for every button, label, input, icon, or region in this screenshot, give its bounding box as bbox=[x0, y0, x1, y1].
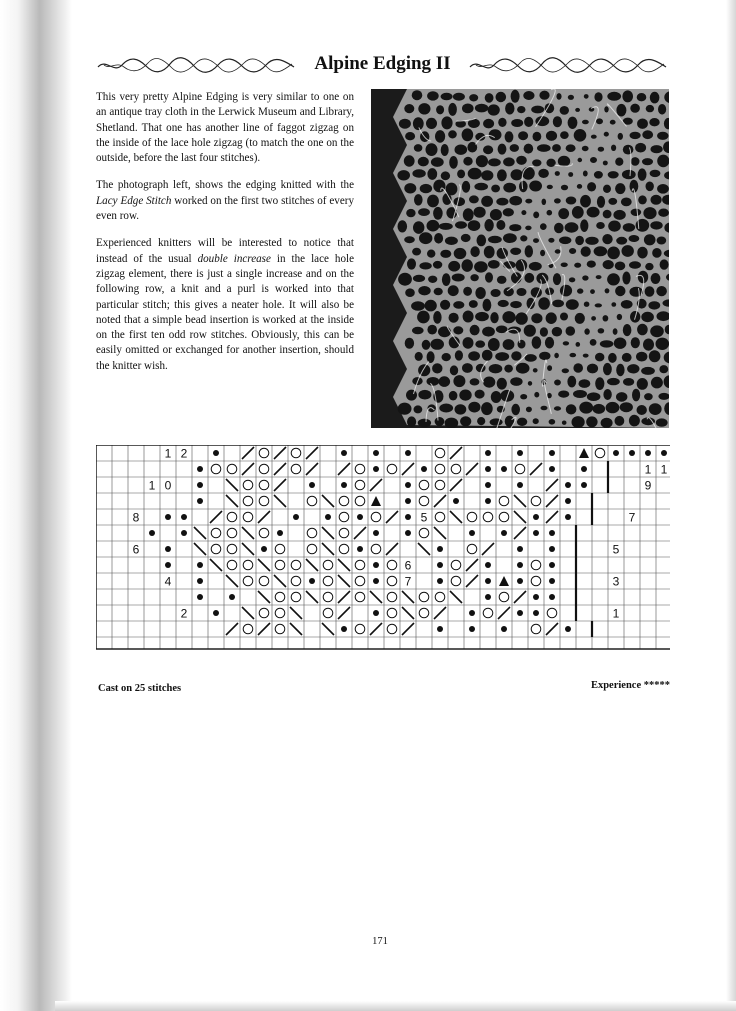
page-bottom-shadow bbox=[55, 1001, 736, 1011]
purl-dot bbox=[517, 562, 523, 568]
purl-dot bbox=[405, 482, 411, 488]
purl-dot bbox=[229, 594, 235, 600]
purl-dot bbox=[373, 578, 379, 584]
purl-dot bbox=[581, 482, 587, 488]
purl-dot bbox=[197, 498, 203, 504]
purl-dot bbox=[325, 514, 331, 520]
italic-term: double increase bbox=[197, 252, 271, 265]
purl-dot bbox=[405, 450, 411, 456]
body-paragraph bbox=[96, 90, 354, 166]
purl-dot bbox=[197, 482, 203, 488]
row-number-label: 1 bbox=[148, 478, 156, 493]
purl-dot bbox=[341, 450, 347, 456]
left-ornament-flourish bbox=[96, 52, 296, 78]
row-number-label: 7 bbox=[404, 574, 412, 589]
purl-dot bbox=[405, 530, 411, 536]
purl-dot bbox=[293, 514, 299, 520]
purl-dot bbox=[469, 610, 475, 616]
purl-dot bbox=[533, 514, 539, 520]
purl-dot bbox=[469, 530, 475, 536]
purl-dot bbox=[501, 626, 507, 632]
row-number-label: 3 bbox=[612, 574, 620, 589]
purl-dot bbox=[549, 466, 555, 472]
purl-dot bbox=[373, 530, 379, 536]
text-run: worked on the first two stitches of every even row. bbox=[96, 194, 354, 223]
purl-dot bbox=[565, 626, 571, 632]
purl-dot bbox=[165, 562, 171, 568]
page-number: 171 bbox=[372, 936, 388, 947]
purl-dot bbox=[485, 466, 491, 472]
row-number-label: 0 bbox=[164, 478, 172, 493]
row-number-label: 2 bbox=[180, 446, 188, 461]
purl-dot bbox=[613, 450, 619, 456]
body-text bbox=[96, 90, 354, 386]
purl-dot bbox=[197, 578, 203, 584]
purl-dot bbox=[437, 578, 443, 584]
purl-dot bbox=[533, 530, 539, 536]
purl-dot bbox=[277, 530, 283, 536]
purl-dot bbox=[181, 514, 187, 520]
purl-dot bbox=[533, 594, 539, 600]
purl-dot bbox=[357, 546, 363, 552]
purl-dot bbox=[373, 466, 379, 472]
text-run: This very pretty Alpine Edging is very similar to one on an antique tray cloth in the Lerwick Museum and Library, Shetland. That one has another line of faggot zigzag on the inside of the lace hole zigzag (to match the one on the outside, before the last four stitches). bbox=[96, 91, 354, 165]
purl-dot bbox=[565, 482, 571, 488]
page-edge-shadow bbox=[726, 0, 736, 1011]
purl-dot bbox=[501, 530, 507, 536]
row-number-label: 5 bbox=[420, 510, 428, 525]
purl-dot bbox=[405, 498, 411, 504]
purl-dot bbox=[437, 562, 443, 568]
purl-dot bbox=[149, 530, 155, 536]
cast-on-caption: Cast on 25 stitches bbox=[98, 683, 182, 694]
purl-dot bbox=[165, 514, 171, 520]
purl-dot bbox=[341, 482, 347, 488]
purl-dot bbox=[581, 466, 587, 472]
purl-dot bbox=[517, 450, 523, 456]
row-number-label: 1 bbox=[612, 606, 620, 621]
row-number-label: 6 bbox=[404, 558, 412, 573]
row-number-label: 1 bbox=[164, 446, 172, 461]
purl-dot bbox=[469, 626, 475, 632]
purl-dot bbox=[453, 498, 459, 504]
purl-dot bbox=[517, 482, 523, 488]
text-run: The photograph left, shows the edging knitted with the bbox=[96, 179, 354, 192]
text-run: Experienced knitters will be interested to notice that instead of the usual bbox=[96, 237, 354, 265]
body-paragraph bbox=[96, 236, 354, 374]
purl-dot bbox=[181, 530, 187, 536]
purl-dot bbox=[373, 562, 379, 568]
purl-dot bbox=[197, 466, 203, 472]
page-title: Alpine Edging II bbox=[314, 53, 451, 74]
row-number-label: 8 bbox=[132, 510, 140, 525]
row-number-label: 7 bbox=[628, 510, 636, 525]
purl-dot bbox=[629, 450, 635, 456]
purl-dot bbox=[565, 514, 571, 520]
purl-dot bbox=[213, 450, 219, 456]
purl-dot bbox=[549, 546, 555, 552]
purl-dot bbox=[645, 450, 651, 456]
right-ornament-flourish bbox=[466, 52, 670, 78]
row-number-label: 2 bbox=[180, 606, 188, 621]
row-number-label: 1 bbox=[660, 462, 668, 477]
row-number-label: 5 bbox=[612, 542, 620, 557]
purl-dot bbox=[405, 514, 411, 520]
text-run: in the lace hole zigzag element, there is just a single increase and on the following row, a knit and a purl is worked into that particular stitch; this gives a neater hole. It will also be noted that a simple bead insertion is worked at the inside on the first ten odd row stitches. Obviously, this can be easily omitted or exchanged for another insertion, should the knitter wish. bbox=[96, 252, 355, 372]
purl-dot bbox=[485, 578, 491, 584]
purl-dot bbox=[661, 450, 667, 456]
body-paragraph bbox=[96, 178, 354, 224]
purl-dot bbox=[485, 562, 491, 568]
book-gutter-shadow bbox=[0, 0, 72, 1011]
purl-dot bbox=[485, 450, 491, 456]
row-number-label: 1 bbox=[644, 462, 652, 477]
purl-dot bbox=[501, 466, 507, 472]
purl-dot bbox=[357, 514, 363, 520]
purl-dot bbox=[549, 450, 555, 456]
experience-rating: Experience ***** bbox=[590, 680, 670, 691]
purl-dot bbox=[549, 594, 555, 600]
purl-dot bbox=[373, 450, 379, 456]
row-number-label: 9 bbox=[644, 478, 652, 493]
row-number-label: 4 bbox=[164, 574, 172, 589]
purl-dot bbox=[421, 466, 427, 472]
purl-dot bbox=[213, 610, 219, 616]
edging-lace-photo bbox=[371, 89, 669, 428]
purl-dot bbox=[165, 546, 171, 552]
purl-dot bbox=[309, 482, 315, 488]
purl-dot bbox=[565, 498, 571, 504]
purl-dot bbox=[309, 578, 315, 584]
knitting-chart bbox=[96, 445, 670, 675]
purl-dot bbox=[549, 530, 555, 536]
purl-dot bbox=[341, 626, 347, 632]
purl-dot bbox=[549, 578, 555, 584]
purl-dot bbox=[485, 482, 491, 488]
purl-dot bbox=[197, 562, 203, 568]
purl-dot bbox=[517, 546, 523, 552]
purl-dot bbox=[533, 610, 539, 616]
purl-dot bbox=[261, 546, 267, 552]
purl-dot bbox=[197, 594, 203, 600]
purl-dot bbox=[437, 626, 443, 632]
row-number-label: 6 bbox=[132, 542, 140, 557]
purl-dot bbox=[485, 498, 491, 504]
purl-dot bbox=[437, 546, 443, 552]
italic-term: Lacy Edge Stitch bbox=[96, 194, 172, 207]
purl-dot bbox=[517, 610, 523, 616]
purl-dot bbox=[373, 610, 379, 616]
purl-dot bbox=[517, 578, 523, 584]
purl-dot bbox=[485, 594, 491, 600]
purl-dot bbox=[549, 562, 555, 568]
